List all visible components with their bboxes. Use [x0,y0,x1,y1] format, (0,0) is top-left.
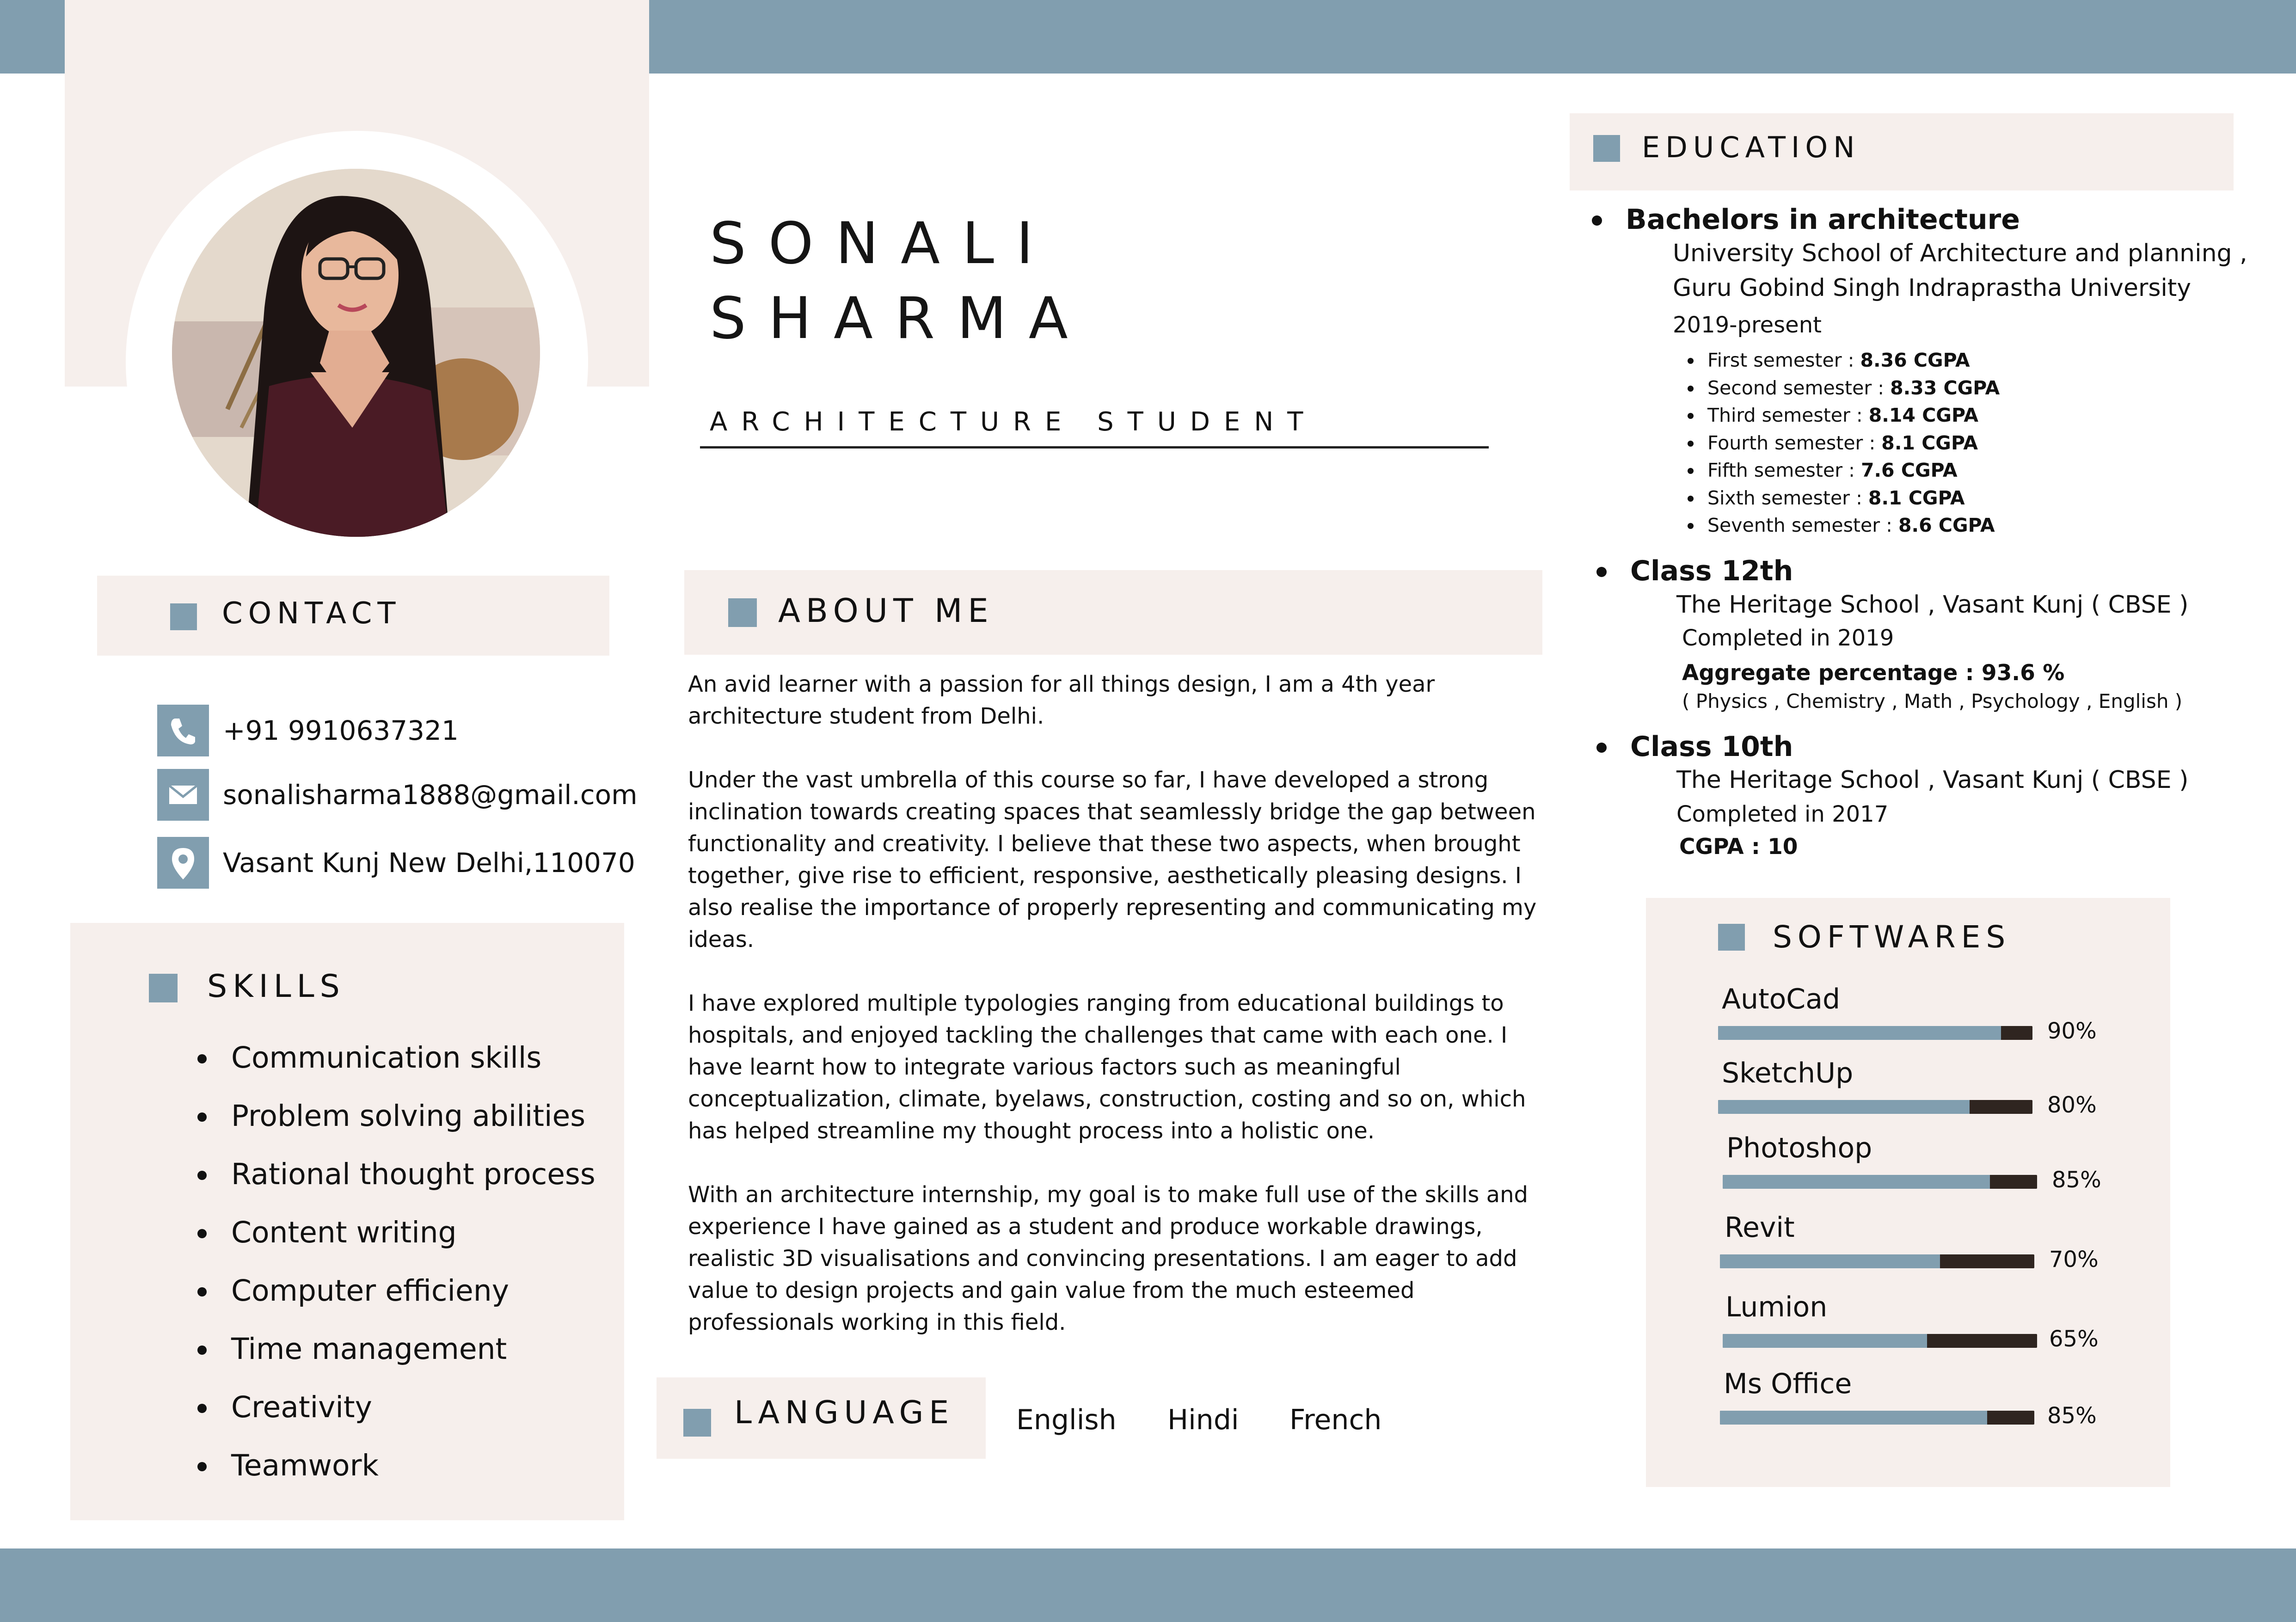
contact-heading-marker [170,603,197,630]
software-progress-bar [1718,1100,2032,1114]
education-bullet [1596,567,1607,577]
about-paragraph: An avid learner with a passion for all things design, I am a 4th year architecture student from Delhi. [688,671,1435,729]
education-heading-marker [1593,135,1620,162]
class12-completed: Completed in 2019 [1682,625,1894,651]
language-item: French [1289,1404,1382,1436]
class12-aggregate: Aggregate percentage : 93.6 % [1682,660,2065,686]
semester-label: Fourth semester : [1707,431,1882,454]
skill-item: Communication skills [190,1029,595,1087]
semester-item [1705,430,2000,457]
class12-title: Class 12th [1630,555,1793,587]
software-percent: 85% [2052,1167,2101,1193]
semester-value: 8.6 CGPA [1898,514,1995,536]
semester-list [1705,347,2000,540]
software-progress-fill [1723,1334,1927,1348]
software-percent: 80% [2047,1092,2097,1118]
semester-value: 8.1 CGPA [1881,431,1978,454]
language-heading-marker [683,1409,711,1437]
software-progress-bar [1723,1334,2037,1348]
software-progress-bar [1720,1411,2034,1425]
software-percent: 85% [2047,1403,2097,1429]
software-progress-fill [1718,1100,1970,1114]
skill-item: Problem solving abilities [190,1087,595,1145]
mail-icon [157,769,209,821]
degree-school-line1: University School of Architecture and planning , [1673,240,2247,267]
education-bullet [1592,215,1602,226]
language-item: Hindi [1167,1404,1239,1436]
semester-item [1705,375,2000,402]
semester-value: 8.14 CGPA [1868,404,1978,426]
semester-label: Fifth semester : [1707,459,1861,481]
software-name: AutoCad [1722,983,1841,1015]
phone-text[interactable]: +91 9910637321 [223,715,459,746]
phone-icon [157,705,209,756]
semester-item [1705,485,2000,512]
class12-subjects: ( Physics , Chemistry , Math , Psychology , English ) [1682,690,2183,713]
job-title: ARCHITECTURE STUDENT [710,407,1317,437]
software-percent: 90% [2047,1018,2097,1044]
first-name: SONALI [710,210,1056,277]
address-text: Vasant Kunj New Delhi,110070 [223,847,635,879]
skills-heading: SKILLS [207,968,345,1005]
software-progress-bar [1720,1254,2034,1268]
language-item: English [1016,1404,1117,1436]
class10-title: Class 10th [1630,731,1793,763]
software-name: Revit [1725,1211,1795,1244]
semester-value: 8.36 CGPA [1860,349,1970,371]
about-paragraph: With an architecture internship, my goal is to make full use of the skills and experience I have gained as a student and produce workable drawings, realistic 3D visualisations and convincing presentations. I am eager to add value to design projects and gain value from the much esteemed professionals working in this field. [688,1182,1528,1335]
semester-label: First semester : [1707,349,1860,371]
semester-label: Second semester : [1707,376,1891,399]
semester-item [1705,457,2000,485]
semester-value: 7.6 CGPA [1860,459,1958,481]
software-name: Lumion [1725,1291,1828,1323]
degree-school-line2: Guru Gobind Singh Indraprastha University [1673,274,2192,302]
skill-item: Rational thought process [190,1145,595,1204]
about-paragraph: I have explored multiple typologies ranging from educational buildings to hospitals, and enjoyed tackling the challenges that came with each one. I have learnt how to integrate various factors such as meaningful conceptualization, climate, byelaws, construction, costing and so on, which has helped streamline my thought process into a holistic one. [688,990,1526,1144]
softwares-heading: SOFTWARES [1773,919,2011,955]
skill-item: Time management [190,1320,595,1378]
profile-photo [172,169,540,537]
skill-item: Computer efficieny [190,1262,595,1320]
software-name: SketchUp [1722,1057,1854,1089]
semester-item [1705,512,2000,540]
about-heading-marker [728,598,757,627]
software-progress-fill [1720,1411,1987,1425]
semester-label: Third semester : [1707,404,1869,426]
skill-item: Content writing [190,1204,595,1262]
about-paragraph: Under the vast umbrella of this course so far, I have developed a strong inclination towards creating spaces that seamlessly bridge the gap between functionality and creativity. I believe that these two aspects, when brought together, give rise to efficient, responsive, aesthetically pleasing designs. I also realise the importance of properly representing and communicating my ideas. [688,767,1537,952]
education-heading: EDUCATION [1642,130,1860,164]
degree-years: 2019-present [1673,312,1822,338]
class12-school: The Heritage School , Vasant Kunj ( CBSE ) [1676,591,2189,619]
software-progress-fill [1723,1175,1990,1189]
skills-heading-marker [149,974,178,1002]
software-progress-bar [1718,1026,2032,1040]
software-name: Photoshop [1726,1132,1872,1164]
software-progress-bar [1723,1175,2037,1189]
language-heading: LANGUAGE [734,1395,955,1431]
degree-title: Bachelors in architecture [1626,203,2020,236]
about-heading: ABOUT ME [778,592,994,630]
semester-label: Seventh semester : [1707,514,1898,536]
email-text[interactable]: sonalisharma1888@gmail.com [223,779,638,811]
class10-completed: Completed in 2017 [1676,801,1889,827]
last-name: SHARMA [710,285,1090,352]
location-pin-icon [157,837,209,889]
semester-label: Sixth semester : [1707,486,1868,509]
software-name: Ms Office [1724,1368,1852,1400]
class10-cgpa: CGPA : 10 [1679,834,1798,860]
education-bullet [1596,743,1607,753]
softwares-heading-marker [1718,924,1745,951]
skill-item: Teamwork [190,1437,595,1495]
bottom-band [0,1548,2296,1622]
software-percent: 70% [2049,1247,2099,1272]
software-percent: 65% [2049,1326,2099,1352]
semester-value: 8.1 CGPA [1868,486,1965,509]
skills-list [190,1029,595,1495]
skill-item: Creativity [190,1378,595,1437]
about-text [688,669,1557,1370]
software-progress-fill [1720,1254,1940,1268]
semester-item [1705,402,2000,430]
title-underline [700,446,1489,449]
semester-value: 8.33 CGPA [1890,376,2000,399]
class10-school: The Heritage School , Vasant Kunj ( CBSE ) [1676,766,2189,794]
software-progress-fill [1718,1026,2001,1040]
semester-item [1705,347,2000,375]
contact-heading: CONTACT [222,596,401,631]
